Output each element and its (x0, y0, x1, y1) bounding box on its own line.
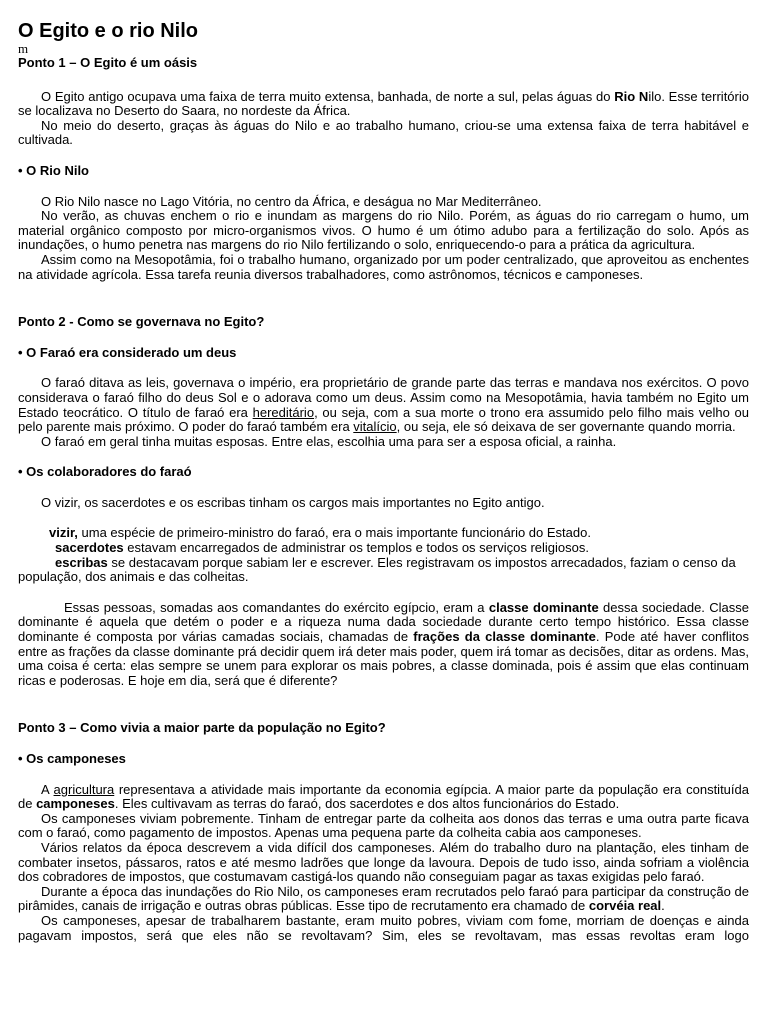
bold-term: corvéia real (588, 898, 662, 914)
section-heading-ponto-2: Ponto 2 - Como se governava no Egito? (18, 314, 265, 330)
paragraph: Os camponeses viviam pobremente. Tinham de entregar parte da colheita aos donos das terras e uma outra parte ficava com o faraó, como pagamento de impostos. Apenas uma pequena parte da colheita cabia aos camponeses. (18, 810, 749, 841)
definition-escribas: escribas se destacavam porque sabiam ler e escrever. Eles registravam os impostos arrecadados, faziam o censo da população, dos animais e das colheitas. (18, 554, 736, 585)
bullet-heading-colaboradores: • Os colaboradores do faraó (18, 464, 192, 480)
section-heading-ponto-3: Ponto 3 – Como vivia a maior parte da população no Egito? (18, 720, 386, 736)
bullet-heading-camponeses: • Os camponeses (18, 751, 126, 766)
bullet-heading-farao: • O Faraó era considerado um deus (18, 344, 237, 360)
paragraph: No verão, as chuvas enchem o rio e inundam as margens do rio Nilo. Porém, as águas do rio carregam o humo, um material orgânico composto por micro-organismos vivos. O humo é um ótimo adubo para a fertilização do solo. Após as inundações, o humo penetra nas margens do rio Nilo fertilizando o solo, enriquecendo-o para a prática da agricultura. (18, 208, 749, 253)
paragraph-block (18, 783, 749, 944)
definition-list (18, 526, 749, 584)
paragraph: O faraó em geral tinha muitas esposas. Entre elas, escolhia uma para ser a esposa oficial, a rainha. (41, 433, 617, 449)
paragraph: A agricultura representava a atividade mais importante da economia egípcia. A maior parte da população era constituída de camponeses. Eles cultivavam as terras do faraó, dos sacerdotes e dos altos funcionários do Estado. (18, 781, 749, 812)
paragraph: Os camponeses, apesar de trabalharem bastante, eram muito pobres, viviam com fome, morriam de doenças e ainda pagavam impostos, será que eles não se revoltavam? Sim, eles se revoltavam, mas essas revoltas eram logo (18, 912, 749, 943)
paragraph: No meio do deserto, graças às águas do Nilo e ao trabalho humano, criou-se uma extensa faixa de terra habitável e cultivada. (18, 117, 749, 148)
bold-term: Rio N (614, 88, 649, 104)
paragraph: Assim como na Mesopotâmia, foi o trabalho humano, organizado por um poder centralizado, que aproveitou as enchentes na atividade agrícola. Essa tarefa reunia diversos trabalhadores, como astrônomos, técnicos e camponeses. (18, 251, 749, 282)
paragraph-block (18, 496, 749, 511)
underlined-term: vitalício (353, 419, 397, 435)
paragraph-block (18, 376, 749, 449)
paragraph: Essas pessoas, somadas aos comandantes do exército egípcio, eram a classe dominante dessa sociedade. Classe dominante é aquela que detém o poder e a riqueza numa dada sociedade durante certo tempo histórico. Essa classe dominante é composta por várias camadas sociais, chamadas de frações da classe dominante. Pode até haver conflitos entre as frações da classe dominante prá decidir quem irá deter mais poder, quem irá tomar as decisões, ditar as ordens. Mas, uma coisa é certa: elas sempre se unem para explorar os mais pobres, a classe dominada, pois é assim que elas continuam ricas e poderosas. E hoje em dia, será que é diferente? (18, 599, 750, 688)
paragraph: O Egito antigo ocupava uma faixa de terra muito extensa, banhada, de norte a sul, pelas águas do Rio Nilo. Esse território se localizava no Deserto do Saara, no nordeste da África. (18, 88, 749, 119)
bold-term: frações da classe dominante (413, 629, 596, 645)
bullet-heading-rio-nilo: • O Rio Nilo (18, 162, 89, 178)
paragraph-block (18, 90, 749, 148)
document-page (18, 20, 749, 943)
bold-term: classe dominante (488, 599, 599, 615)
paragraph: Vários relatos da época descrevem a vida difícil dos camponeses. Além do trabalho duro na plantação, eles tinham de combater insetos, pássaros, ratos e até mesmo ladrões que longe da lavoura. Depois de tudo isso, ainda sofriam a violência dos cobradores de impostos, que costumavam castigá-los quando não conseguiam pagar as taxas exigidas pelo faraó. (18, 839, 749, 885)
paragraph: O Rio Nilo nasce no Lago Vitória, no centro da África, e deságua no Mar Mediterrâneo. (41, 193, 542, 209)
definition-sacerdotes: sacerdotes estavam encarregados de administrar os templos e todos os serviços religiosos. (55, 540, 589, 556)
bold-term: camponeses (36, 796, 115, 812)
paragraph-block (18, 195, 749, 283)
section-heading-ponto-1: Ponto 1 – O Egito é um oásis (18, 55, 198, 70)
document-title: O Egito e o rio Nilo (18, 20, 198, 42)
paragraph-block (18, 601, 749, 689)
paragraph: O faraó ditava as leis, governava o império, era proprietário de grande parte das terras e mandava nos exércitos. O povo considerava o faraó filho do deus Sol e o adorava como um deus. Assim como na Mesopotâmia, havia também no Egito um Estado teocrático. O título de faraó era hereditário, ou seja, com a sua morte o trono era assumido pelo filho mais velho ou pelo parente mais próximo. O poder do faraó também era vitalício, ou seja, ele só deixava de ser governante quando morria. (18, 375, 749, 435)
underlined-term: agricultura (53, 781, 115, 797)
paragraph: Durante a época das inundações do Rio Nilo, os camponeses eram recrutados pelo faraó para participar da construção de pirâmides, canais de irrigação e outras obras públicas. Esse tipo de recrutamento era chamado de corvéia real. (18, 883, 749, 914)
underlined-term: hereditário (252, 404, 315, 420)
definition-vizir: vizir, uma espécie de primeiro-ministro do faraó, era o mais importante funcionário do Estado. (49, 525, 591, 541)
paragraph: O vizir, os sacerdotes e os escribas tinham os cargos mais importantes no Egito antigo. (41, 494, 545, 510)
stray-mark: m (18, 41, 29, 56)
